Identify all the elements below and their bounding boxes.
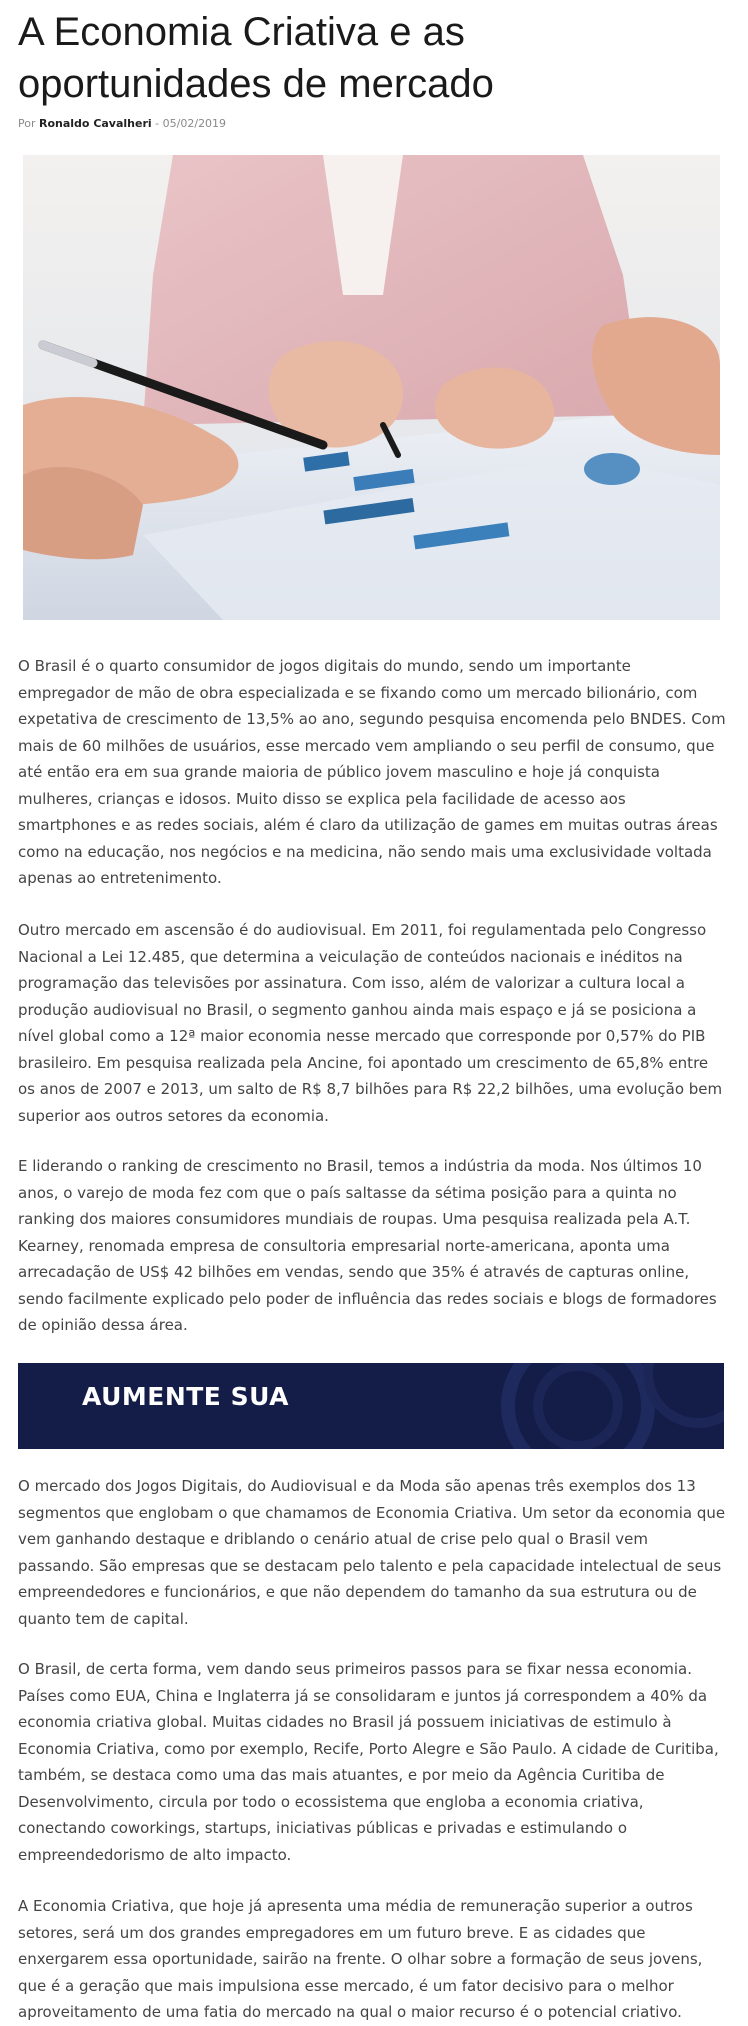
byline-prefix: Por xyxy=(18,117,36,130)
article-title: A Economia Criativa e as oportunidades de mercado xyxy=(18,10,494,106)
banner-text: AUMENTE SUA xyxy=(82,1382,289,1411)
article-meta xyxy=(18,117,226,130)
paragraph-fashion: E liderando o ranking de crescimento no Brasil, temos a indústria da moda. Nos últimos 10 anos, o varejo de moda fez com que o país saltasse da sétima posição para a quinta no ranking dos maiores consumidores mundiais de roupas. Uma pesquisa realizada pela A.T. Kearney, renomada empresa de consultoria empresarial norte-americana, aponta uma arrecadação de US$ 42 bilhões em vendas, sendo que 35% é através de capturas online, sendo facilmente explicado pelo poder de influência das redes sociais e blogs de formadores de opinião dessa área. xyxy=(18,1157,717,1334)
publish-date: 05/02/2019 xyxy=(162,117,227,130)
paragraph-games: O Brasil é o quarto consumidor de jogos digitais do mundo, sendo um importante empregador de mão de obra especializada e se fixando como um mercado bilionário, com expetativa de crescimento de 13,5% ao ano, segundo pesquisa encomenda pelo BNDES. Com mais de 60 milhões de usuários, esse mercado vem ampliando o seu perfil de consumo, que até então era em sua grande maioria de público jovem masculino e hoje já conquista mulheres, crianças e idosos. Muito disso se explica pela facilidade de acesso aos smartphones e as redes sociais, além é claro da utilização de games em muitas outras áreas como na educação, nos negócios e na medicina, não sendo mais uma exclusividade voltada apenas ao entretenimento. xyxy=(18,657,726,887)
business-meeting-charts-image xyxy=(23,155,720,620)
promo-banner[interactable] xyxy=(18,1363,724,1449)
meta-separator: - xyxy=(155,117,160,130)
hero-image xyxy=(23,155,720,620)
paragraph-conclusion: A Economia Criativa, que hoje já apresenta uma média de remuneração superior a outros setores, será um dos grandes empregadores em um futuro breve. E as cidades que enxergarem essa oportunidade, sairão na frente. O olhar sobre a formação de seus jovens, que é a geração que mais impulsiona esse mercado, é um fator decisivo para o melhor aproveitamento de uma fatia do mercado na qual o maior recurso é o potencial criativo. xyxy=(18,1897,703,2021)
paragraph-audiovisual: Outro mercado em ascensão é do audiovisual. Em 2011, foi regulamentada pelo Congresso Nacional a Lei 12.485, que determina a veiculação de conteúdos nacionais e inéditos na programação das televisões por assinatura. Com isso, além de valorizar a cultura local a produção audiovisual no Brasil, o segmento ganhou ainda mais espaço e já se posiciona a nível global como a 12ª maior economia nesse mercado que corresponde por 0,57% do PIB brasileiro. Em pesquisa realizada pela Ancine, foi apontado um crescimento de 65,8% entre os anos de 2007 e 2013, um salto de R$ 8,7 bilhões para R$ 22,2 bilhões, uma evolução bem superior aos outros setores da economia. xyxy=(18,921,723,1125)
paragraph-brazil: O Brasil, de certa forma, vem dando seus primeiros passos para se fixar nessa economia. Países como EUA, China e Inglaterra já se consolidaram e juntos já correspondem a 40% da economia criativa global. Muitas cidades no Brasil já possuem iniciativas de estimulo à Economia Criativa, como por exemplo, Recife, Porto Alegre e São Paulo. A cidade de Curitiba, também, se destaca como uma das mais atuantes, e por meio da Agência Curitiba de Desenvolvimento, circula por todo o ecossistema que engloba a economia criativa, conectando coworkings, startups, iniciativas públicas e privadas e estimulando o empreendedorismo de alto impacto. xyxy=(18,1660,719,1864)
paragraph-creative-economy: O mercado dos Jogos Digitais, do Audiovisual e da Moda são apenas três exemplos dos 13 segmentos que englobam o que chamamos de Economia Criativa. Um setor da economia que vem ganhando destaque e driblando o cenário atual de crise pelo qual o Brasil vem passando. São empresas que se destacam pelo talento e pela capacidade intelectual de seus empreendedores e funcionários, e que não dependem do tamanho da sua estrutura ou de quanto tem de capital. xyxy=(18,1477,726,1628)
author-link[interactable]: Ronaldo Cavalheri xyxy=(39,117,152,130)
